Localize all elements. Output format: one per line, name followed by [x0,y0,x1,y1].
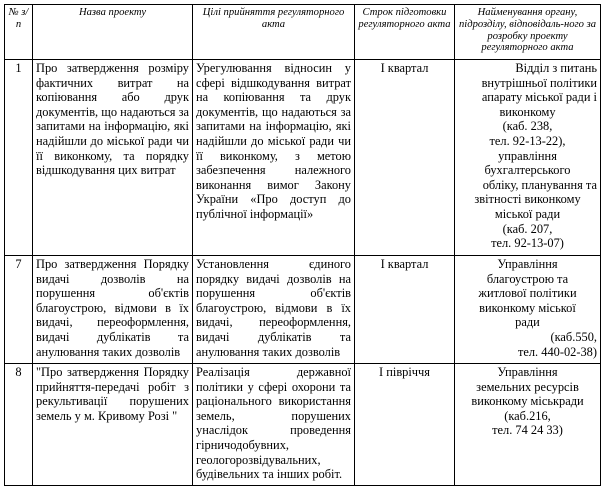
org-line: тел. 440-02-38) [517,344,597,359]
header-goals: Цілі прийняття регуляторного акта [193,5,355,60]
org-line: Управління [497,257,558,271]
org-line: міської ради [494,206,561,221]
goal-cell: Урегулювання відносин у сфері відшкодування витрат на копіювання та друк документів, що надаються за запитами на інформацію, які надійшли до міської ради чи її виконкому, з метою забезпечення належного виконання вимог Закону України «Про доступ до публічної інформації» [193,60,355,256]
table-row [5,364,601,486]
project-name-cell: Про затвердження розміру фактичних витрат на копіювання або друк документів, що надаються за запитами на інформацію, які надійшли до міської ради чи її виконкому, та порядку відшкодування цих витрат [33,60,193,256]
org-line: внутрішньої політики [481,75,597,90]
org-line: Відділ з питань [515,61,597,75]
org-line: виконкому [499,104,556,119]
org-line: апарату міської ради і [481,90,597,105]
org-line: управління [498,148,557,163]
org-line: виконкому міської [479,300,576,315]
regulatory-plan-table [4,4,601,486]
term-cell: І півріччя [355,364,455,486]
project-name-cell: Про затвердження Порядку видачі дозволів на порушення об'єктів благоустрою, відмови в їх видачі, переоформлення, видачі дублікатів та анулювання таких дозволів [33,256,193,364]
goal-cell: Установлення єдиного порядку видачі дозволів на порушення об'єктів благоустрою, відмови в їх видачі, переоформлення, видачі дублікатів та анулювання таких дозволів [193,256,355,364]
term-cell: І квартал [355,60,455,256]
responsible-body-cell [455,364,601,486]
table-row [5,60,601,256]
org-line: ради [515,315,540,330]
org-line: виконкому міськради [471,394,584,409]
table-header-row [5,5,601,60]
org-line: (каб. 207, [502,221,553,236]
org-line: тел. 92-13-22), [489,133,566,148]
org-line: благоустрою та [486,271,569,286]
goal-cell: Реалізація державної політики у сфері охорони та раціонального використання земель, порушених унаслідок проведення гірничодобувних, геологорозвідувальних, будівельних та інших робіт. [193,364,355,486]
project-name-cell: "Про затвердження Порядку прийняття-передачі робіт з рекультивації порушених земель у м. Кривому Розі " [33,364,193,486]
org-line: (каб.216, [504,408,551,423]
org-line: обліку, планування та [482,177,597,192]
header-responsible-body: Найменування органу, підрозділу, відповідаль-ного за розробку проекту регуляторного акта [455,5,601,60]
responsible-body-cell [455,60,601,256]
org-line: житлової політики [478,286,577,301]
responsible-body-cell [455,256,601,364]
row-number: 1 [5,60,33,256]
org-line: Управління [497,365,558,379]
org-line: тел. 74 24 33) [492,423,563,438]
row-number: 8 [5,364,33,486]
org-line: (каб. 238, [502,119,553,134]
org-line: земельних ресурсів [476,379,579,394]
org-line: бухгалтерського [484,163,571,178]
org-line: тел. 92-13-07) [491,236,564,251]
org-line: звітності виконкому [474,192,581,207]
row-number: 7 [5,256,33,364]
term-cell: І квартал [355,256,455,364]
header-number: № з/п [5,5,33,60]
header-term: Строк підготовки регуляторного акта [355,5,455,60]
org-line: (каб.550, [550,329,597,344]
header-project-name: Назва проекту [33,5,193,60]
table-row [5,256,601,364]
